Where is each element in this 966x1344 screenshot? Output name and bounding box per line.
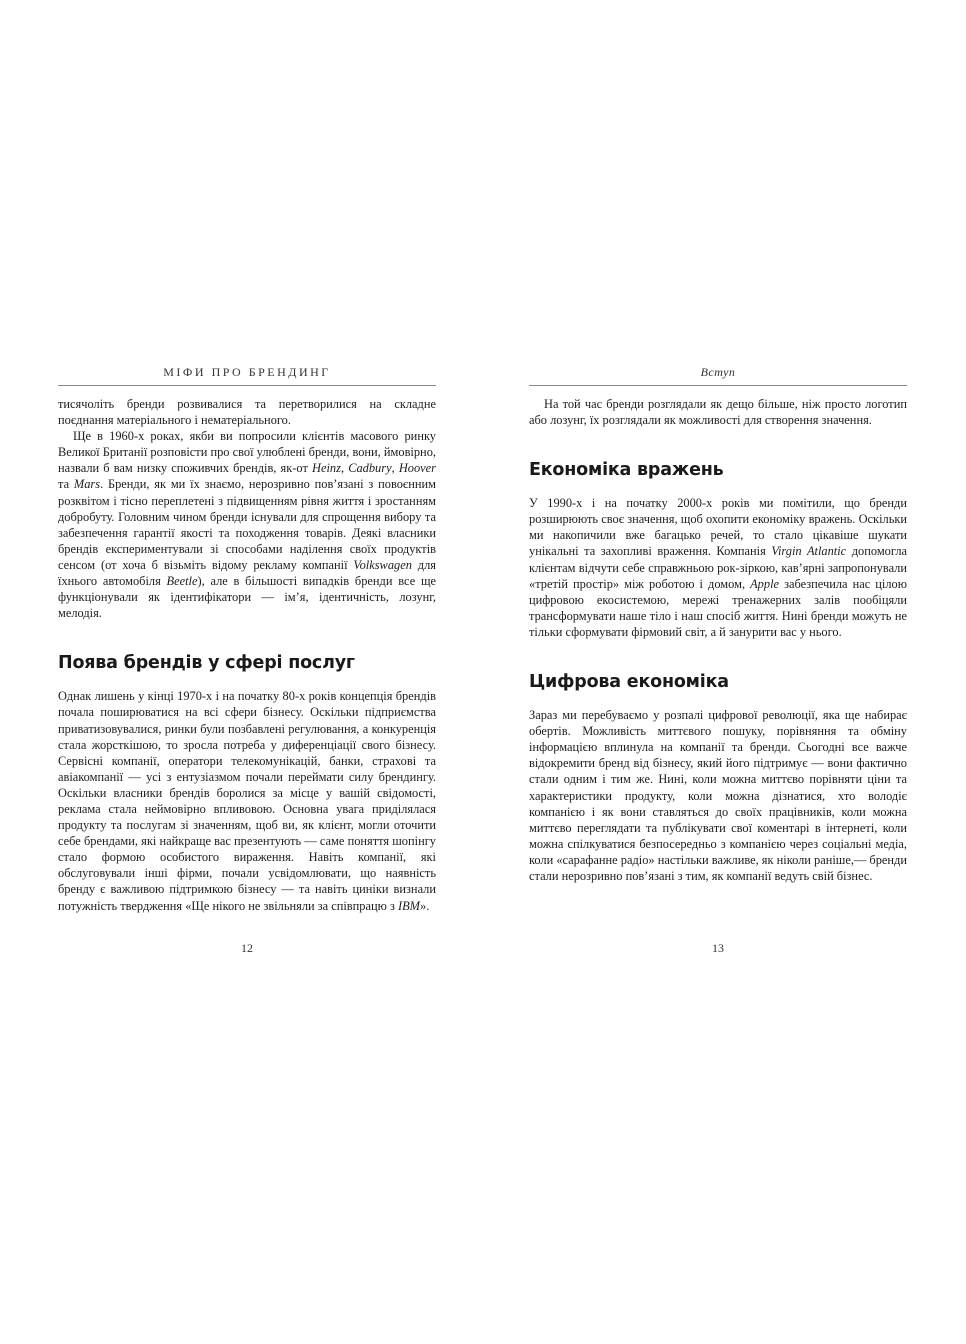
paragraph: тисячоліть бренди розвивалися та перетворилися на складне поєднання матеріального і нематеріального. bbox=[58, 397, 436, 428]
section-heading: Цифрова економіка bbox=[529, 672, 729, 693]
page-content bbox=[58, 396, 436, 941]
right-page bbox=[529, 364, 907, 956]
running-header: МІФИ ПРО БРЕНДИНГ bbox=[58, 364, 436, 386]
running-header: Вступ bbox=[529, 364, 907, 386]
page-content bbox=[529, 396, 907, 941]
section-heading: Поява брендів у сфері послуг bbox=[58, 653, 355, 674]
section-heading: Економіка вражень bbox=[529, 460, 724, 481]
paragraph: Зараз ми перебуваємо у розпалі цифрової революції, яка ще набирає обертів. Можливість миттєвого пошуку, порівняння та обміну інформацією вплинула на компанії та бренди. Сьогодні все важче відокремити бренд від бізнесу, який його підтримує — вони фактично стали одним і тим же. Нині, коли можна миттєво порівняти ціни та характеристики продукту, коли можна дізнатися, хто володіє компанією і як вони ставляться до своїх працівників, коли можна миттєво переглядати та публікувати свої коментарі в інтернеті, коли можна спілкуватися безпосередньо з компанією через соціальні медіа, коли «сарафанне радіо» настільки важливе, як ніколи раніше,— бренди стали нерозривно пов’язані з тим, як компанії ведуть свій бізнес. bbox=[529, 708, 907, 883]
page-number: 13 bbox=[712, 941, 724, 955]
paragraph: На той час бренди розглядали як дещо більше, ніж просто логотип або лозунг, їх розглядали як можливості для створення значення. bbox=[529, 397, 907, 428]
paragraph: Ще в 1960-х роках, якби ви попросили клієнтів масового ринку Великої Британії розповісти про свої улюблені бренди, вони, ймовірно, назвали б вам низку споживчих брендів, як-от Heinz, Cadbury, Hoover та Mars. Бренди, як ми їх знаємо, нерозривно пов’язані з повоєнним розквітом і тісно переплетені з підвищенням рівня життя і зростанням добробуту. Головним чином бренди існували для спрощення вибору та забезпечення гарантії якості та походження товарів. Деякі власники брендів експериментували зі способами наділення своїх продуктів сенсом (от хоча б візьміть відому рекламу компанії Volkswagen для їхнього автомобіля Beetle), але в більшості випадків бренди все ще функціонували як ідентифікатори — ім’я, ідентичність, лозунг, мелодія. bbox=[58, 429, 437, 621]
left-page bbox=[58, 364, 436, 956]
paragraph: Однак лишень у кінці 1970-х і на початку 80-х років концепція брендів почала поширюватися на всі сфери бізнесу. Оскільки підприємства приватизовувалися, ринки були позбавлені регулювання, а конкуренція стала жорсткішою, то зросла потреба у диференціації свого бізнесу. Сервісні компанії, оператори телекомунікацій, банки, страхові та авіакомпанії — усі з ентузіазмом почали переймати силу брендингу. Оскільки власники брендів боролися за місце у вашій свідомості, реклама стала неймовірно впливовою. Основна увага приділялася продукту та послугам зі значенням, щоб ви, як клієнт, могли оточити себе брендами, які найкраще вас презентують — саме поняття шопінгу стало формою особистого вираження. Навіть компанії, які обслуговували інші фірми, почали усвідомлювати, що наявність бренду є важливою підтримкою бізнесу — та навіть циніки визнали потужність твердження «Ще нікого не звільняли за співпрацю з IBM». bbox=[58, 689, 436, 913]
page-number: 12 bbox=[241, 941, 253, 955]
paragraph: У 1990-х і на початку 2000-х років ми помітили, що бренди розширюють своє значення, щоб охопити економіку вражень. Оскільки ми накопичили вже багацько речей, то стало цікавіше шукати унікальні та захопливі враження. Компанія Virgin Atlantic допомогла клієнтам відчути себе справжньою рок-зіркою, кав’ярні запропонували «третій простір» між роботою і домом, Apple забезпечила нас цілою цифровою екосистемою, мережі тренажерних залів пообіцяли трансформувати наше тіло і наш спосіб життя. Нині бренди можуть не тільки сформувати фірмовий світ, а й занурити вас у нього. bbox=[529, 496, 907, 639]
